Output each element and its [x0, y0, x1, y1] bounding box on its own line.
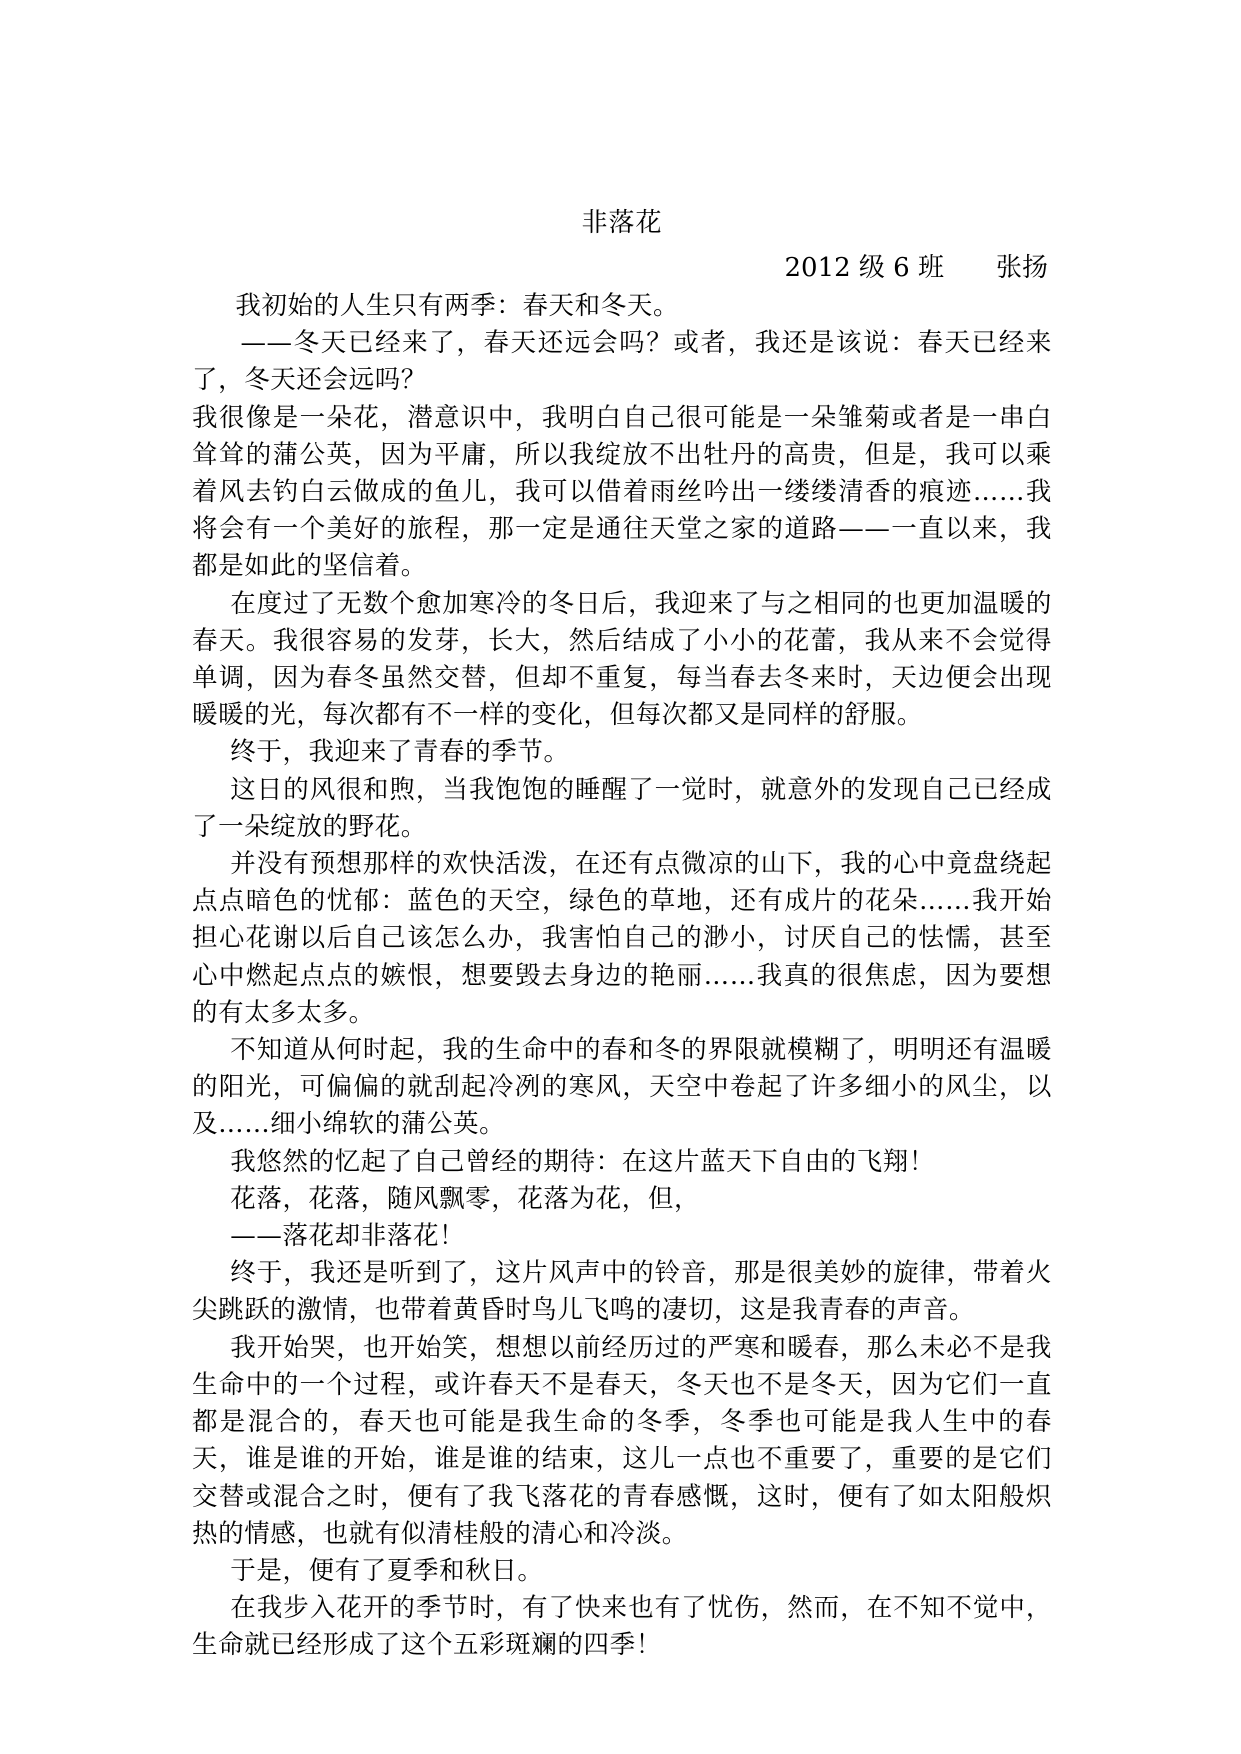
essay-paragraph: 不知道从何时起，我的生命中的春和冬的界限就模糊了，明明还有温暖的阳光，可偏偏的就刮起冷冽的寒风，天空中卷起了许多细小的风尘，以及……细小绵软的蒲公英。: [192, 1035, 1052, 1140]
essay-paragraph: 于是，便有了夏季和秋日。: [230, 1555, 544, 1586]
essay-paragraph: 这日的风很和煦，当我饱饱的睡醒了一觉时，就意外的发现自己已经成了一朵绽放的野花。: [192, 774, 1052, 842]
essay-paragraph: 终于，我迎来了青春的季节。: [230, 737, 570, 768]
essay-paragraph: 我初始的人生只有两季：春天和冬天。: [235, 291, 680, 321]
essay-paragraph: 我悠然的忆起了自己曾经的期待：在这片蓝天下自由的飞翔！: [230, 1146, 935, 1177]
essay-paragraph: ——冬天已经来了，春天还远会吗？或者，我还是该说：春天已经来了，冬天还会远吗？: [192, 328, 1052, 396]
essay-paragraph: 我很像是一朵花，潜意识中，我明白自己很可能是一朵雏菊或者是一串白耸耸的蒲公英，因为平庸，所以我绽放不出牡丹的高贵，但是，我可以乘着风去钓白云做成的鱼儿，我可以借着雨丝吟出一缕缕清香的痕迹……我将会有一个美好的旅程，那一定是通往天堂之家的道路——一直以来，我都是如此的坚信着。: [192, 402, 1052, 582]
essay-title: 非落花: [581, 208, 663, 238]
essay-paragraph: 在我步入花开的季节时，有了快来也有了忧伤，然而，在不知不觉中，生命就已经形成了这个五彩斑斓的四季！: [192, 1593, 1052, 1661]
essay-paragraph: 终于，我还是听到了，这片风声中的铃音，那是很美妙的旋律，带着火尖跳跃的激情，也带着黄昏时鸟儿飞鸣的凄切，这是我青春的声音。: [192, 1258, 1052, 1326]
essay-body: [192, 288, 1052, 1665]
essay-paragraph: ——落花却非落花！: [230, 1221, 466, 1252]
essay-paragraph: 在度过了无数个愈加寒冷的冬日后，我迎来了与之相同的也更加温暖的春天。我很容易的发芽，长大，然后结成了小小的花蕾，我从来不会觉得单调，因为春冬虽然交替，但却不重复，每当春去冬来时，天边便会出现暖暖的光，每次都有不一样的变化，但每次都又是同样的舒服。: [192, 588, 1052, 731]
essay-paragraph: 我开始哭，也开始笑，想想以前经历过的严寒和暖春，那么未必不是我生命中的一个过程，或许春天不是春天，冬天也不是冬天，因为它们一直都是混合的，春天也可能是我生命的冬季，冬季也可能是我人生中的春天，谁是谁的开始，谁是谁的结束，这儿一点也不重要了，重要的是它们交替或混合之时，便有了我飞落花的青春感慨，这时，便有了如太阳般炽热的情感，也就有似清桂般的清心和冷淡。: [192, 1332, 1052, 1549]
essay-paragraph: 花落，花落，随风飘零，花落为花，但，: [230, 1183, 701, 1214]
author-byline: 2012 级 6 班 张扬: [784, 253, 1048, 283]
essay-paragraph: 并没有预想那样的欢快活泼，在还有点微凉的山下，我的心中竟盘绕起点点暗色的忧郁：蓝色的天空，绿色的草地，还有成片的花朵……我开始担心花谢以后自己该怎么办，我害怕自己的渺小，讨厌自己的怯懦，甚至心中燃起点点的嫉恨，想要毁去身边的艳丽……我真的很焦虑，因为要想的有太多太多。: [192, 849, 1052, 1028]
document-page: [192, 0, 1052, 1754]
